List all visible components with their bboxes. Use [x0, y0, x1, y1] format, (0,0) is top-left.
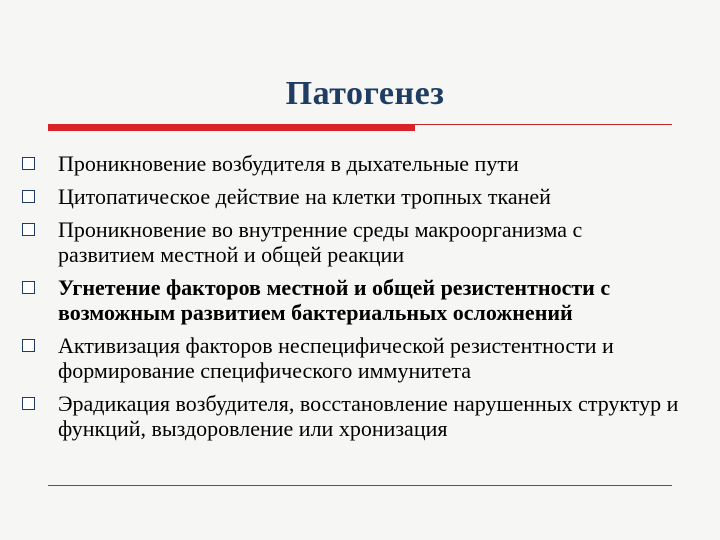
bullet-item — [22, 391, 682, 441]
square-outline-icon — [22, 281, 35, 294]
title-thin-rule — [415, 124, 672, 125]
bullet-list — [22, 151, 682, 449]
bottom-thin-rule — [48, 485, 672, 486]
square-outline-icon — [22, 157, 35, 170]
bullet-item — [22, 151, 682, 176]
bullet-item — [22, 275, 682, 325]
square-outline-icon — [22, 339, 35, 352]
bullet-item — [22, 184, 682, 209]
bullet-text: Цитопатическое действие на клетки тропных тканей — [58, 184, 551, 209]
square-outline-icon — [22, 223, 35, 236]
bullet-text: Проникновение во внутренние среды макроорганизма с развитием местной и общей реакции — [58, 217, 583, 267]
bullet-text: Угнетение факторов местной и общей резистентности с возможным развитием бактериальных осложнений — [58, 275, 611, 325]
bullet-item — [22, 217, 682, 267]
bullet-text: Проникновение возбудителя в дыхательные пути — [58, 151, 519, 176]
square-outline-icon — [22, 397, 35, 410]
bullet-item — [22, 333, 682, 383]
slide-title: Патогенез — [285, 75, 445, 112]
square-outline-icon — [22, 190, 35, 203]
bullet-text: Эрадикация возбудителя, восстановление нарушенных структур и функций, выздоровление или хронизация — [58, 391, 679, 441]
title-accent-rule — [48, 124, 415, 131]
bullet-text: Активизация факторов неспецифической резистентности и формирование специфического иммунитета — [58, 333, 614, 383]
